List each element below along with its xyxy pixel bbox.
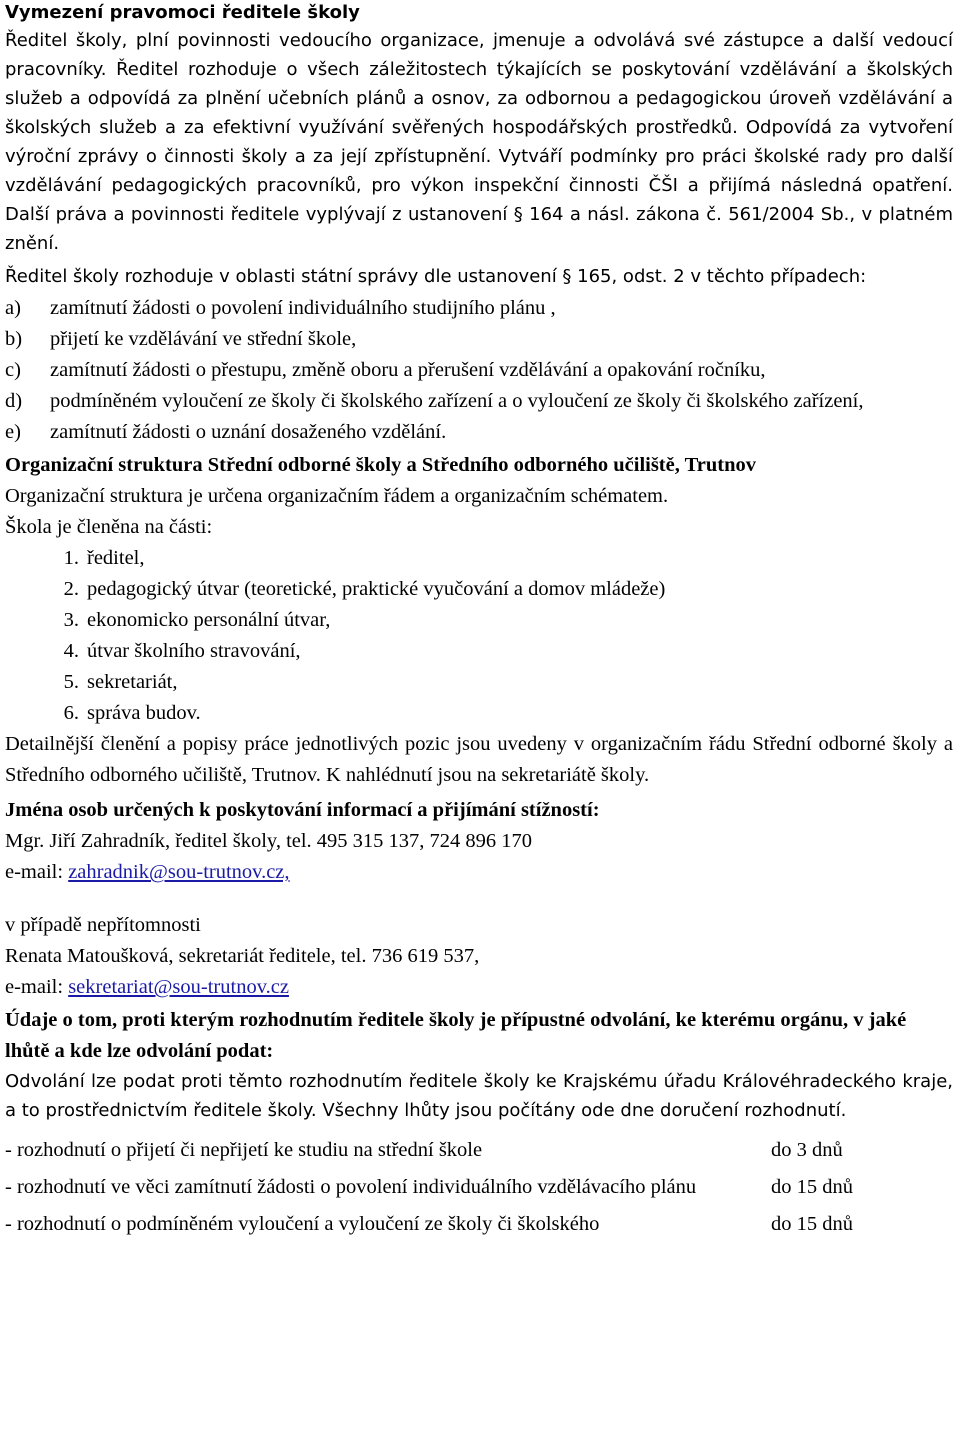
list-label: 2. bbox=[63, 578, 79, 600]
contact-email-row bbox=[5, 857, 953, 888]
director-email-link[interactable]: zahradnik@sou-trutnov.cz, bbox=[68, 861, 290, 883]
director-powers-paragraph: Ředitel školy, plní povinnosti vedoucího organizace, jmenuje a odvolává své zástupce a další vedoucí pracovníky. Ředitel rozhoduje o všech záležitostech týkajících se poskytování vzdělávání a školských služeb a odpovídá za plnění učebních plánů a osnov, za odbornou a pedagogickou úroveň vzdělávání a školských služeb a za efektivní využívání svěřených hospodářských prostředků. Odpovídá za vytvoření výroční zprávy o činnosti školy a za její zpřístupnění. Vytváří podmínky pro práci školské rady pro další vzdělávání pedagogických pracovníků, pro výkon inspekční činnosti ČŠI a přijímá následná opatření. Další práva a povinnosti ředitele vyplývají z ustanovení § 164 a násl. zákona č. 561/2004 Sb., v platném znění. bbox=[5, 30, 953, 254]
decision-type: - rozhodnutí o podmíněném vyloučení a vyloučení ze školy či školského bbox=[5, 1213, 600, 1235]
list-item bbox=[5, 605, 953, 636]
list-item bbox=[5, 293, 953, 324]
appeal-deadlines-table bbox=[5, 1135, 953, 1240]
list-label: a) bbox=[5, 297, 21, 319]
state-administration-paragraph: Ředitel školy rozhoduje v oblasti státní správy dle ustanovení § 165, odst. 2 v těchto případech: bbox=[5, 266, 867, 287]
secretary-email-link[interactable]: sekretariat@sou-trutnov.cz bbox=[68, 976, 289, 998]
deadline-value: do 3 dnů bbox=[771, 1139, 843, 1161]
list-item bbox=[5, 636, 953, 667]
decision-type: - rozhodnutí ve věci zamítnutí žádosti o povolení individuálního vzdělávacího plánu bbox=[5, 1176, 697, 1198]
list-text: ekonomicko personální útvar, bbox=[87, 609, 331, 631]
org-structure-paragraph: Organizační struktura je určena organizačním řádem a organizačním schématem. bbox=[5, 485, 669, 507]
table-row bbox=[5, 1209, 953, 1240]
contact-email-row bbox=[5, 972, 953, 1003]
list-text: zamítnutí žádosti o povolení individuálního studijního plánu , bbox=[50, 297, 556, 319]
list-label: c) bbox=[5, 359, 21, 381]
list-label: d) bbox=[5, 390, 23, 412]
list-item bbox=[5, 543, 953, 574]
contact-person-secretary: Renata Matoušková, sekretariát ředitele, tel. 736 619 537, bbox=[5, 945, 480, 967]
table-row bbox=[5, 1172, 953, 1203]
list-text: pedagogický útvar (teoretické, praktické vyučování a domov mládeže) bbox=[87, 578, 666, 600]
list-text: správa budov. bbox=[87, 702, 201, 724]
list-label: b) bbox=[5, 328, 23, 350]
deadline-value: do 15 dnů bbox=[771, 1176, 853, 1198]
section-title-appeals: Údaje o tom, proti kterým rozhodnutím ředitele školy je přípustné odvolání, ke kterému orgánu, v jaké lhůtě a kde lze odvolání podat: bbox=[5, 1009, 907, 1062]
list-item bbox=[5, 386, 953, 417]
section-title-org-structure: Organizační struktura Střední odborné školy a Středního odborného učiliště, Trutnov bbox=[5, 454, 756, 476]
list-text: sekretariát, bbox=[87, 671, 178, 693]
email-label: e-mail: bbox=[5, 861, 69, 883]
deadline-value: do 15 dnů bbox=[771, 1213, 853, 1235]
section-title-director-powers: Vymezení pravomoci ředitele školy bbox=[5, 2, 360, 23]
org-details-paragraph: Detailnější členění a popisy práce jednotlivých pozic jsou uvedeny v organizačním řádu Střední odborné školy a Středního odborného učiliště, Trutnov. K nahlédnutí jsou na sekretariátě školy. bbox=[5, 733, 953, 786]
decision-cases-list bbox=[5, 293, 953, 448]
list-label: e) bbox=[5, 421, 21, 443]
list-item bbox=[5, 355, 953, 386]
contact-person-director: Mgr. Jiří Zahradník, ředitel školy, tel. 495 315 137, 724 896 170 bbox=[5, 830, 533, 852]
list-label: 6. bbox=[63, 702, 79, 724]
list-text: podmíněném vyloučení ze školy či školského zařízení a o vyloučení ze školy či školského zařízení, bbox=[50, 390, 864, 412]
appeals-paragraph: Odvolání lze podat proti těmto rozhodnutím ředitele školy ke Krajskému úřadu Královéhradeckého kraje, a to prostřednictvím ředitele školy. Všechny lhůty jsou počítány ode dne doručení rozhodnutí. bbox=[5, 1071, 953, 1121]
list-text: zamítnutí žádosti o uznání dosaženého vzdělání. bbox=[50, 421, 447, 443]
section-title-contacts: Jména osob určených k poskytování informací a přijímání stížností: bbox=[5, 799, 600, 821]
list-item bbox=[5, 667, 953, 698]
list-text: ředitel, bbox=[87, 547, 145, 569]
school-parts-intro: Škola je členěna na části: bbox=[5, 516, 213, 538]
list-label: 4. bbox=[63, 640, 79, 662]
list-item bbox=[5, 324, 953, 355]
decision-type: - rozhodnutí o přijetí či nepřijetí ke studiu na střední škole bbox=[5, 1139, 483, 1161]
table-row bbox=[5, 1135, 953, 1166]
school-parts-list bbox=[5, 543, 953, 729]
list-text: útvar školního stravování, bbox=[87, 640, 301, 662]
list-label: 3. bbox=[63, 609, 79, 631]
list-item bbox=[5, 698, 953, 729]
document-page bbox=[5, 0, 953, 1240]
list-text: zamítnutí žádosti o přestupu, změně oboru a přerušení vzdělávání a opakování ročníku, bbox=[50, 359, 766, 381]
list-label: 1. bbox=[63, 547, 79, 569]
list-text: přijetí ke vzdělávání ve střední škole, bbox=[50, 328, 357, 350]
list-item bbox=[5, 574, 953, 605]
absence-note: v případě nepřítomnosti bbox=[5, 914, 201, 936]
list-item bbox=[5, 417, 953, 448]
email-label: e-mail: bbox=[5, 976, 69, 998]
list-label: 5. bbox=[63, 671, 79, 693]
